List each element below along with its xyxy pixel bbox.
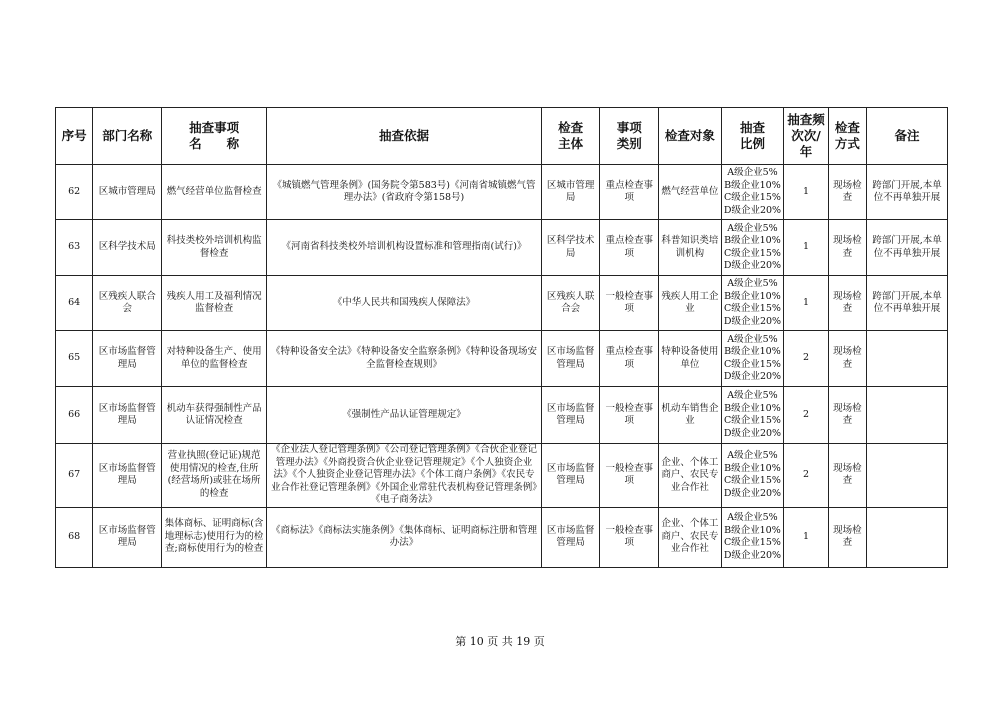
- cell-note: 跨部门开展,本单位不再单独开展: [867, 165, 948, 220]
- cell-ratio: [721, 220, 784, 276]
- cell-item: 机动车获得强制性产品认证情况检查: [162, 387, 267, 444]
- cell-no: 68: [56, 507, 93, 567]
- header-note: 备注: [867, 108, 948, 165]
- cell-note: [867, 331, 948, 387]
- table-row: [56, 220, 948, 276]
- cell-ratio: [721, 165, 784, 220]
- ratio-c: C级企业15%: [724, 475, 781, 487]
- header-basis: 抽查依据: [267, 108, 542, 165]
- cell-type: 重点检查事项: [600, 165, 659, 220]
- cell-ratio: [721, 444, 784, 508]
- ratio-c: C级企业15%: [724, 415, 781, 426]
- cell-freq: 2: [784, 444, 828, 508]
- cell-type: 一般检查事项: [600, 276, 659, 331]
- cell-subject: 区市场监督管理局: [541, 507, 600, 567]
- ratio-d: D级企业20%: [723, 260, 782, 271]
- ratio-b: B级企业10%: [724, 402, 781, 414]
- cell-dept: 区市场监督管理局: [93, 507, 162, 567]
- header-ratio: 抽查 比例: [721, 108, 784, 165]
- cell-target: 企业、个体工商户、农民专业合作社: [659, 444, 722, 508]
- page-number-footer: 第 10 页 共 19 页: [455, 635, 545, 648]
- cell-subject: 区市场监督管理局: [541, 331, 600, 387]
- cell-item: 营业执照(登记证)规范使用情况的检查,住所(经营场所)或驻在场所的检查: [162, 444, 267, 508]
- cell-method: 现场检查: [828, 165, 866, 220]
- cell-no: 65: [56, 331, 93, 387]
- cell-basis: 《强制性产品认证管理规定》: [267, 387, 542, 444]
- inspection-table: [55, 107, 948, 568]
- cell-dept: 区市场监督管理局: [93, 331, 162, 387]
- cell-target: 科普知识类培训机构: [659, 220, 722, 276]
- ratio-a: A级企业5%: [727, 222, 778, 234]
- cell-dept: 区残疾人联合会: [93, 276, 162, 331]
- cell-no: 63: [56, 220, 93, 276]
- cell-method: 现场检查: [828, 387, 866, 444]
- cell-note: 跨部门开展,本单位不再单独开展: [867, 276, 948, 331]
- cell-ratio: [721, 387, 784, 444]
- cell-ratio: [721, 276, 784, 331]
- ratio-b: B级企业10%: [724, 179, 781, 191]
- cell-freq: 1: [784, 276, 828, 331]
- cell-freq: 2: [784, 331, 828, 387]
- table-row: [56, 507, 948, 567]
- cell-basis: 《特种设备安全法》《特种设备安全监察条例》《特种设备现场安全监督检查规则》: [267, 331, 542, 387]
- ratio-b: B级企业10%: [724, 290, 781, 302]
- cell-target: 特种设备使用单位: [659, 331, 722, 387]
- cell-basis: 《河南省科技类校外培训机构设置标准和管理指南(试行)》: [267, 220, 542, 276]
- ratio-c: C级企业15%: [724, 247, 781, 259]
- ratio-d: D级企业20%: [723, 427, 782, 439]
- cell-basis: 《商标法》《商标法实施条例》《集体商标、证明商标注册和管理办法》: [267, 507, 542, 567]
- ratio-a: A级企业5%: [727, 278, 778, 289]
- cell-method: 现场检查: [828, 507, 866, 567]
- ratio-c: C级企业15%: [724, 537, 781, 548]
- cell-dept: 区市场监督管理局: [93, 387, 162, 444]
- cell-freq: 1: [784, 165, 828, 220]
- cell-freq: 1: [784, 507, 828, 567]
- cell-note: 跨部门开展,本单位不再单独开展: [867, 220, 948, 276]
- header-type: 事项 类别: [600, 108, 659, 165]
- cell-item: 对特种设备生产、使用单位的监督检查: [162, 331, 267, 387]
- cell-note: [867, 507, 948, 567]
- table-row: [56, 444, 948, 508]
- table-row: [56, 276, 948, 331]
- cell-target: 企业、个体工商户、农民专业合作社: [659, 507, 722, 567]
- cell-dept: 区市场监督管理局: [93, 444, 162, 508]
- cell-target: 残疾人用工企业: [659, 276, 722, 331]
- cell-method: 现场检查: [828, 276, 866, 331]
- cell-item: 集体商标、证明商标(含地理标志)使用行为的检查;商标使用行为的检查: [162, 507, 267, 567]
- cell-method: 现场检查: [828, 220, 866, 276]
- cell-freq: 2: [784, 387, 828, 444]
- cell-freq: 1: [784, 220, 828, 276]
- cell-basis: 《中华人民共和国残疾人保障法》: [267, 276, 542, 331]
- ratio-d: D级企业20%: [723, 371, 782, 382]
- cell-type: 一般检查事项: [600, 387, 659, 444]
- header-method: 检查 方式: [828, 108, 866, 165]
- ratio-d: D级企业20%: [723, 487, 782, 499]
- ratio-b: B级企业10%: [724, 235, 781, 246]
- cell-note: [867, 444, 948, 508]
- cell-type: 一般检查事项: [600, 444, 659, 508]
- ratio-a: A级企业5%: [727, 512, 778, 523]
- cell-no: 67: [56, 444, 93, 508]
- cell-no: 62: [56, 165, 93, 220]
- ratio-b: B级企业10%: [724, 524, 781, 536]
- header-freq: 抽查频 次次/年: [784, 108, 828, 165]
- cell-subject: 区市场监督管理局: [541, 387, 600, 444]
- ratio-b: B级企业10%: [724, 462, 781, 474]
- ratio-d: D级企业20%: [723, 315, 782, 327]
- cell-ratio: [721, 507, 784, 567]
- ratio-b: B级企业10%: [724, 346, 781, 357]
- header-no: 序号: [56, 108, 93, 165]
- ratio-a: A级企业5%: [727, 390, 778, 401]
- cell-no: 64: [56, 276, 93, 331]
- ratio-a: A级企业5%: [727, 450, 778, 462]
- cell-subject: 区市场监督管理局: [541, 444, 600, 508]
- cell-item: 燃气经营单位监督检查: [162, 165, 267, 220]
- cell-no: 66: [56, 387, 93, 444]
- cell-basis: 《企业法人登记管理条例》《公司登记管理条例》《合伙企业登记管理办法》《外商投资合伙企业登记管理规定》《个人独资企业法》《个人独资企业登记管理办法》《个体工商户条例》《农民专业合作社登记管理条例》《外国企业常驻代表机构登记管理条例》《电子商务法》: [267, 444, 542, 508]
- cell-subject: 区残疾人联合会: [541, 276, 600, 331]
- cell-dept: 区城市管理局: [93, 165, 162, 220]
- ratio-c: C级企业15%: [724, 192, 781, 203]
- ratio-c: C级企业15%: [724, 358, 781, 370]
- header-row: [56, 108, 948, 165]
- cell-method: 现场检查: [828, 444, 866, 508]
- cell-subject: 区科学技术局: [541, 220, 600, 276]
- ratio-d: D级企业20%: [723, 204, 782, 216]
- table-row: [56, 387, 948, 444]
- cell-dept: 区科学技术局: [93, 220, 162, 276]
- ratio-d: D级企业20%: [723, 549, 782, 561]
- ratio-a: A级企业5%: [727, 167, 778, 178]
- cell-target: 机动车销售企业: [659, 387, 722, 444]
- cell-type: 一般检查事项: [600, 507, 659, 567]
- header-dept: 部门名称: [93, 108, 162, 165]
- ratio-c: C级企业15%: [724, 303, 781, 314]
- header-target: 检查对象: [659, 108, 722, 165]
- cell-method: 现场检查: [828, 331, 866, 387]
- table-row: [56, 331, 948, 387]
- table-row: [56, 165, 948, 220]
- header-subject: 检查 主体: [541, 108, 600, 165]
- cell-item: 科技类校外培训机构监督检查: [162, 220, 267, 276]
- cell-ratio: [721, 331, 784, 387]
- cell-type: 重点检查事项: [600, 331, 659, 387]
- cell-type: 重点检查事项: [600, 220, 659, 276]
- cell-item: 残疾人用工及福利情况监督检查: [162, 276, 267, 331]
- cell-basis: 《城镇燃气管理条例》(国务院令第583号)《河南省城镇燃气管理办法》(省政府令第158号): [267, 165, 542, 220]
- header-item: 抽查事项 名 称: [162, 108, 267, 165]
- cell-note: [867, 387, 948, 444]
- ratio-a: A级企业5%: [727, 333, 778, 345]
- cell-target: 燃气经营单位: [659, 165, 722, 220]
- cell-subject: 区城市管理局: [541, 165, 600, 220]
